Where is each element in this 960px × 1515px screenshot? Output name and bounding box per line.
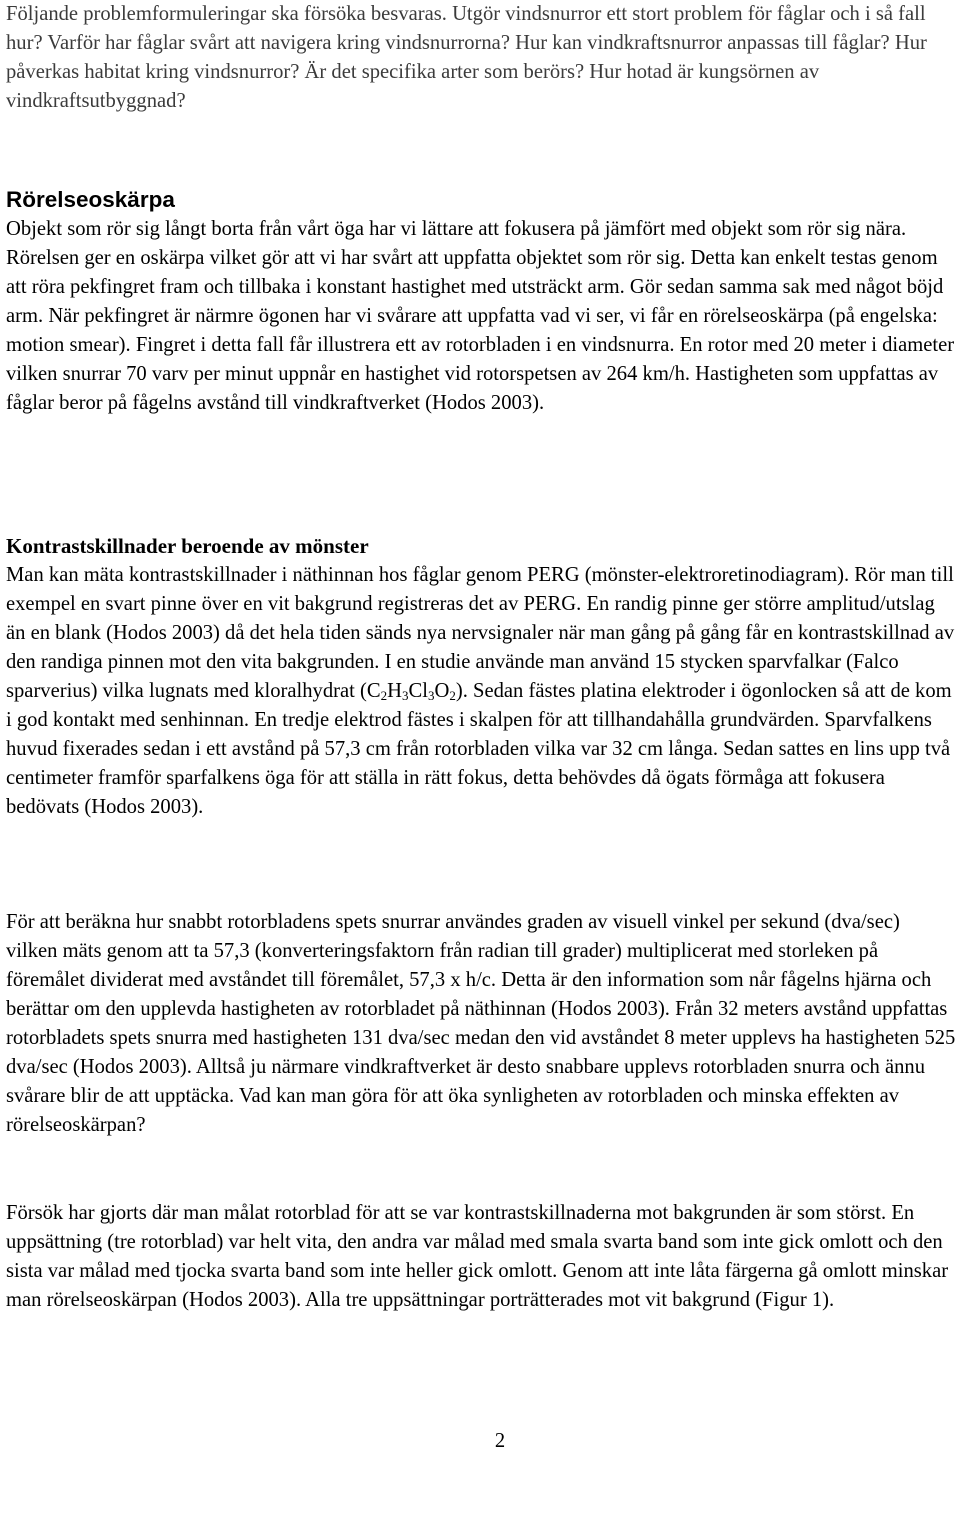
motion-paragraph: Objekt som rör sig långt borta från vårt öga har vi lättare att fokusera på jämfört med objekt som rör sig nära. Rörelsen ger en oskärpa vilket gör att vi har svårt att uppfatta objektet som rör sig. Detta kan enkelt testas genom att röra pekfingret fram och tillbaka i konstant hastighet med utsträckt arm. Gör sedan samma sak med något böjd arm. När pekfingret är närmre ögonen har vi svårare att uppfatta vad vi ser, vi får en rörelseoskärpa (på engelska: motion smear). Fingret i detta fall får illustrera ett av rotorbladen i en vindsnurra. En rotor med 20 meter i diameter vilken snurrar 70 varv per minut uppnår en hastighet vid rotorspetsen av 264 km/h. Hastigheten som uppfattas av fåglar beror på fågelns avstånd till vindkraftverket (Hodos 2003). xyxy=(6,218,955,414)
motion-section xyxy=(6,185,956,418)
formula-c-sub: 2 xyxy=(380,688,388,703)
attempts-block xyxy=(6,1199,956,1315)
calc-block xyxy=(6,908,956,1140)
attempts-paragraph: Försök har gjorts där man målat rotorblad för att se var kontrastskillnaderna mot bakgrunden är som störst. En uppsättning (tre rotorblad) var helt vita, den andra var målad med smala svarta band som inte gick omlott och den sista var målad med tjocka svarta band som inte heller gick omlott. Genom att inte låta färgerna gå omlott minskar man rörelseoskärpan (Hodos 2003). Alla tre uppsättningar porträtterades mot vit bakgrund (Figur 1). xyxy=(6,1202,949,1311)
contrast-text-end: ). Sedan fästes platina elektroder i ögonlocken så att de kom i god kontakt med senhinnan. En tredje elektrod fästes i skalpen för att tillhandahålla grundvärden. Sparvfalkens huvud fixerades sedan i ett avstånd på 57,3 cm från rotorbladen vilka var 32 cm långa. Sedan sattes en lins upp två centimeter framför sparfalkens öga för att ställa in rätt fokus, detta behövdes då ögats förmåga att fokusera bedövats (Hodos 2003). xyxy=(6,680,952,818)
chemical-formula xyxy=(367,680,456,702)
contrast-paragraph xyxy=(6,561,956,822)
contrast-heading: Kontrastskillnader beroende av mönster xyxy=(6,534,369,558)
formula-o: O xyxy=(434,680,450,702)
formula-h: H xyxy=(387,680,402,702)
page-number: 2 xyxy=(494,1430,506,1452)
contrast-section xyxy=(6,532,956,822)
contrast-text-start: Man kan mäta kontrastskillnader i näthinnan hos fåglar genom PERG (mönster-elektroretinodiagram). Rör man till exempel en svart pinne över en vit bakgrund registreras det av PERG. En randig pinne ger större amplitud/utslag än en blank (Hodos 2003) då det hela tiden sänds nya nervsignaler när man gång på gång får en kontrastskillnad av den randiga pinnen mot den vita bakgrunden. I en studie använde man använd 15 stycken sparvfalkar (Falco sparverius) vilka lugnats med kloralhydrat ( xyxy=(6,564,955,702)
formula-o-sub: 2 xyxy=(449,688,456,703)
calc-paragraph: För att beräkna hur snabbt rotorbladens spets snurrar användes graden av visuell vinkel per sekund (dva/sec) vilken mäts genom att ta 57,3 (konverteringsfaktorn från radian till grader) multiplicerat med storleken på föremålet dividerat med avståndet till föremålet, 57,3 x h/c. Detta är den information som når fågelns hjärna och berättar om den upplevda hastigheten av rotorbladet på näthinnan (Hodos 2003). Från 32 meters avstånd uppfattas rotorbladets spets snurra med hastigheten 131 dva/sec medan den vid avståndet 8 meter upplevs ha hastigheten 525 dva/sec (Hodos 2003). Alltså ju närmare vindkraftverket är desto snabbare upplevs rotorbladen snurra och ännu svårare blir de att upptäcka. Vad kan man göra för att öka synligheten av rotorbladen och minska effekten av rörelseoskärpan? xyxy=(6,911,956,1136)
formula-cl-sub: 3 xyxy=(427,688,435,703)
motion-heading: Rörelseoskärpa xyxy=(6,187,175,212)
formula-cl: Cl xyxy=(408,680,428,702)
intro-block xyxy=(6,0,956,116)
formula-c: C xyxy=(366,680,381,702)
formula-h-sub: 3 xyxy=(402,688,409,703)
intro-paragraph: Följande problemformuleringar ska försöka besvaras. Utgör vindsnurror ett stort problem för fåglar och i så fall hur? Varför har fåglar svårt att navigera kring vindsnurrorna? Hur kan vindkraftsnurror anpassas till fåglar? Hur påverkas habitat kring vindsnurror? Är det specifika arter som berörs? Hur hotad är kungsörnen av vindkraftsutbyggnad? xyxy=(6,3,927,112)
